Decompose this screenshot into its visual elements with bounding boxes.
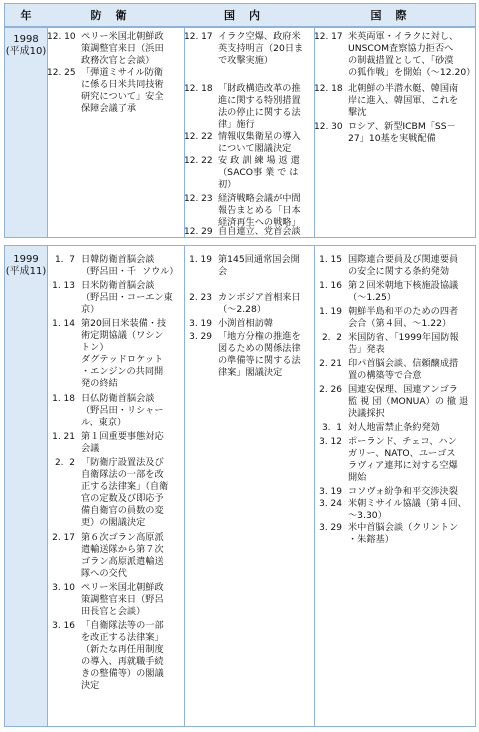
event-text: 日米防衛首脳会談 （野呂田・コーエン東 京） <box>81 280 173 315</box>
event-date: 1. 13 <box>52 281 75 291</box>
event-date: 3. 19 <box>319 487 342 497</box>
event-date: 12. 22 <box>184 132 213 142</box>
event-date: 1. 14 <box>52 319 75 329</box>
event-date: 1. 18 <box>52 394 75 404</box>
event-text: 「地方分権の推進を 図るための関係法律 の準備等に関する法 律案」閣議決定 <box>218 331 301 378</box>
event-date: 2. 21 <box>319 359 342 369</box>
event-text: 安 政 訓 練 場 返 還 （SACO事 業 で は 初） <box>218 155 300 190</box>
event-date: 1. 19 <box>319 307 342 317</box>
event-date: 12. 17 <box>314 32 343 42</box>
event-text: 「防衛庁設置法及び 自衛隊法の一部を改 正する法律案」（自衛 官の定数及び即応予 備自衛官の員数の変 更）の閣議決定 <box>81 457 169 528</box>
event-text: カンボジア首相来日 （〜2.28） <box>218 292 301 315</box>
event-text: 小渕首相訪韓 <box>218 318 274 329</box>
event-date: 12. 10 <box>47 32 76 42</box>
event-text: 経済戦略会議が中間 報告まとめる「日本 経済再生への戦略」 <box>218 193 301 228</box>
event-date: 2. 17 <box>52 533 75 543</box>
event-date: 1. 15 <box>319 255 342 265</box>
event-date: 3. 1 <box>321 423 342 433</box>
year-label: 1998 <box>13 34 39 45</box>
event-text: 米中首脳会談（クリントン ・朱鎔基） <box>348 522 459 545</box>
event-text: ペリー米国北朝鮮政 策調整官来日（野呂 田長官と会談） <box>81 582 164 617</box>
event-date: 1. 16 <box>319 281 342 291</box>
event-text: 第６次ゴラン高原派 遣輸送隊から第７次 ゴラン高原派遣輸送 隊への交代 <box>81 532 164 579</box>
event-text: 日仏防衛首脳会談 （野呂田・リシャー ル、東京） <box>81 393 164 428</box>
event-text: 対人地雷禁止条約発効 <box>348 422 440 433</box>
event-date: 12. 23 <box>184 194 213 204</box>
table-header <box>4 3 476 27</box>
event-text: 朝鮮半島和平のための四者 会合（第４回、〜1.22） <box>348 306 459 329</box>
event-text: 第１回重要事態対応 会議 <box>81 431 164 454</box>
event-text: 国連安保理、国連アンゴラ 監 視 団（MONUA）の 撤 退 決議採択 <box>348 384 469 419</box>
event-text: ペリー米国北朝鮮政 策調整官来日（浜田 政務次官と会談） <box>81 31 164 66</box>
event-text: 印パ首脳会談、信頼醸成措 置の構築等で合意 <box>348 358 459 381</box>
event-date: 2. 2 <box>321 333 342 343</box>
table-row <box>4 27 476 238</box>
year-cell <box>5 28 48 237</box>
event-text: 第145回通常国会開 会 <box>218 254 300 277</box>
event-text: 第２回米朝地下核施設協議 （〜1.25） <box>348 280 459 303</box>
event-text: 日韓防衛首脳会談 （野呂田・千 ソウル） <box>81 254 179 277</box>
event-date: 3. 19 <box>189 319 212 329</box>
defense-cell <box>47 246 185 726</box>
event-date: 12. 25 <box>47 68 76 78</box>
header-domestic: 国内 <box>224 9 274 22</box>
event-text: 「自衛隊法等の一部 を改正する法律案」 （新たな再任用制度 の導入、再就職手続 きの整備等）の閣議 決定 <box>81 620 164 691</box>
event-date: 12. 18 <box>184 84 213 94</box>
event-date: 12. 22 <box>184 156 213 166</box>
event-text: 情報収集衛星の導入 について閣議決定 <box>218 131 301 154</box>
event-date: 12. 17 <box>184 32 213 42</box>
event-date: 1. 19 <box>189 255 212 265</box>
year-label: 1999 <box>13 254 39 265</box>
international-cell <box>314 28 475 237</box>
event-date: 1. 21 <box>52 432 75 442</box>
event-date: 2. 2 <box>54 458 75 468</box>
defense-cell <box>47 28 185 237</box>
event-date: 12. 29 <box>184 227 213 237</box>
event-text: 米朝ミサイル協議（第４回、 〜3.30） <box>348 498 467 521</box>
event-date: 2. 26 <box>319 385 342 395</box>
table-row <box>4 245 476 727</box>
event-date: 3. 16 <box>52 621 75 631</box>
event-text: 「弾道ミサイル防衛 に係る日米共同技術 研究について」安全 保障会議了承 <box>81 67 164 114</box>
event-text: イラク空爆、政府米 英支持明言（20日ま で攻撃実施） <box>218 31 304 66</box>
event-date: 2. 23 <box>189 293 212 303</box>
event-text: 自自連立、党首会談 <box>218 226 301 237</box>
event-date: 3. 24 <box>319 499 342 509</box>
event-date: 3. 29 <box>189 332 212 342</box>
event-text: ロシア、新型ICBM「SS－ 27」10基を実戦配備 <box>348 121 456 144</box>
event-date: 3. 12 <box>319 437 342 447</box>
event-text: 米国防省、「1999年国防報 告」発表 <box>348 332 459 355</box>
international-cell <box>314 246 475 726</box>
header-year: 年 <box>20 9 32 22</box>
event-text: 米英両軍・イラクに対し、 UNSCOM査察協力拒否へ の制裁措置として、「砂漠 の狐作戦」を開始（〜12.20） <box>348 31 476 78</box>
event-date: 3. 29 <box>319 523 342 533</box>
era-label: (平成11) <box>5 266 47 277</box>
event-date: 3. 10 <box>52 583 75 593</box>
event-date: 1. 7 <box>54 255 75 265</box>
year-cell <box>5 246 48 726</box>
event-date: 12. 18 <box>314 84 343 94</box>
event-text: 「財政構造改革の推 進に関する特別措置 法の停止に関する法 律」施行 <box>218 83 301 130</box>
event-text: 第20回日米装備・技 術定期協議（ワシン トン） ダグテッドロケット ・エンジンの共同開 発の終結 <box>81 318 167 389</box>
event-date: 12. 30 <box>314 122 343 132</box>
domestic-cell <box>184 246 315 726</box>
domestic-cell <box>184 28 315 237</box>
event-text: ポーランド、チェコ、ハン ガリー、NATO、ユーゴス ラヴィア連邦に対する空爆 開始 <box>348 436 458 483</box>
header-international: 国際 <box>370 9 421 22</box>
event-text: コソヴォ紛争和平交渉決裂 <box>348 486 458 497</box>
event-text: 北朝鮮の半潜水艇、韓国南 岸に進入、韓国軍、これを 撃沈 <box>348 83 459 118</box>
era-label: (平成10) <box>5 46 47 57</box>
event-text: 国際連合要員及び関連要員 の安全に関する条約発効 <box>348 254 459 277</box>
header-defense: 防衛 <box>90 9 141 22</box>
